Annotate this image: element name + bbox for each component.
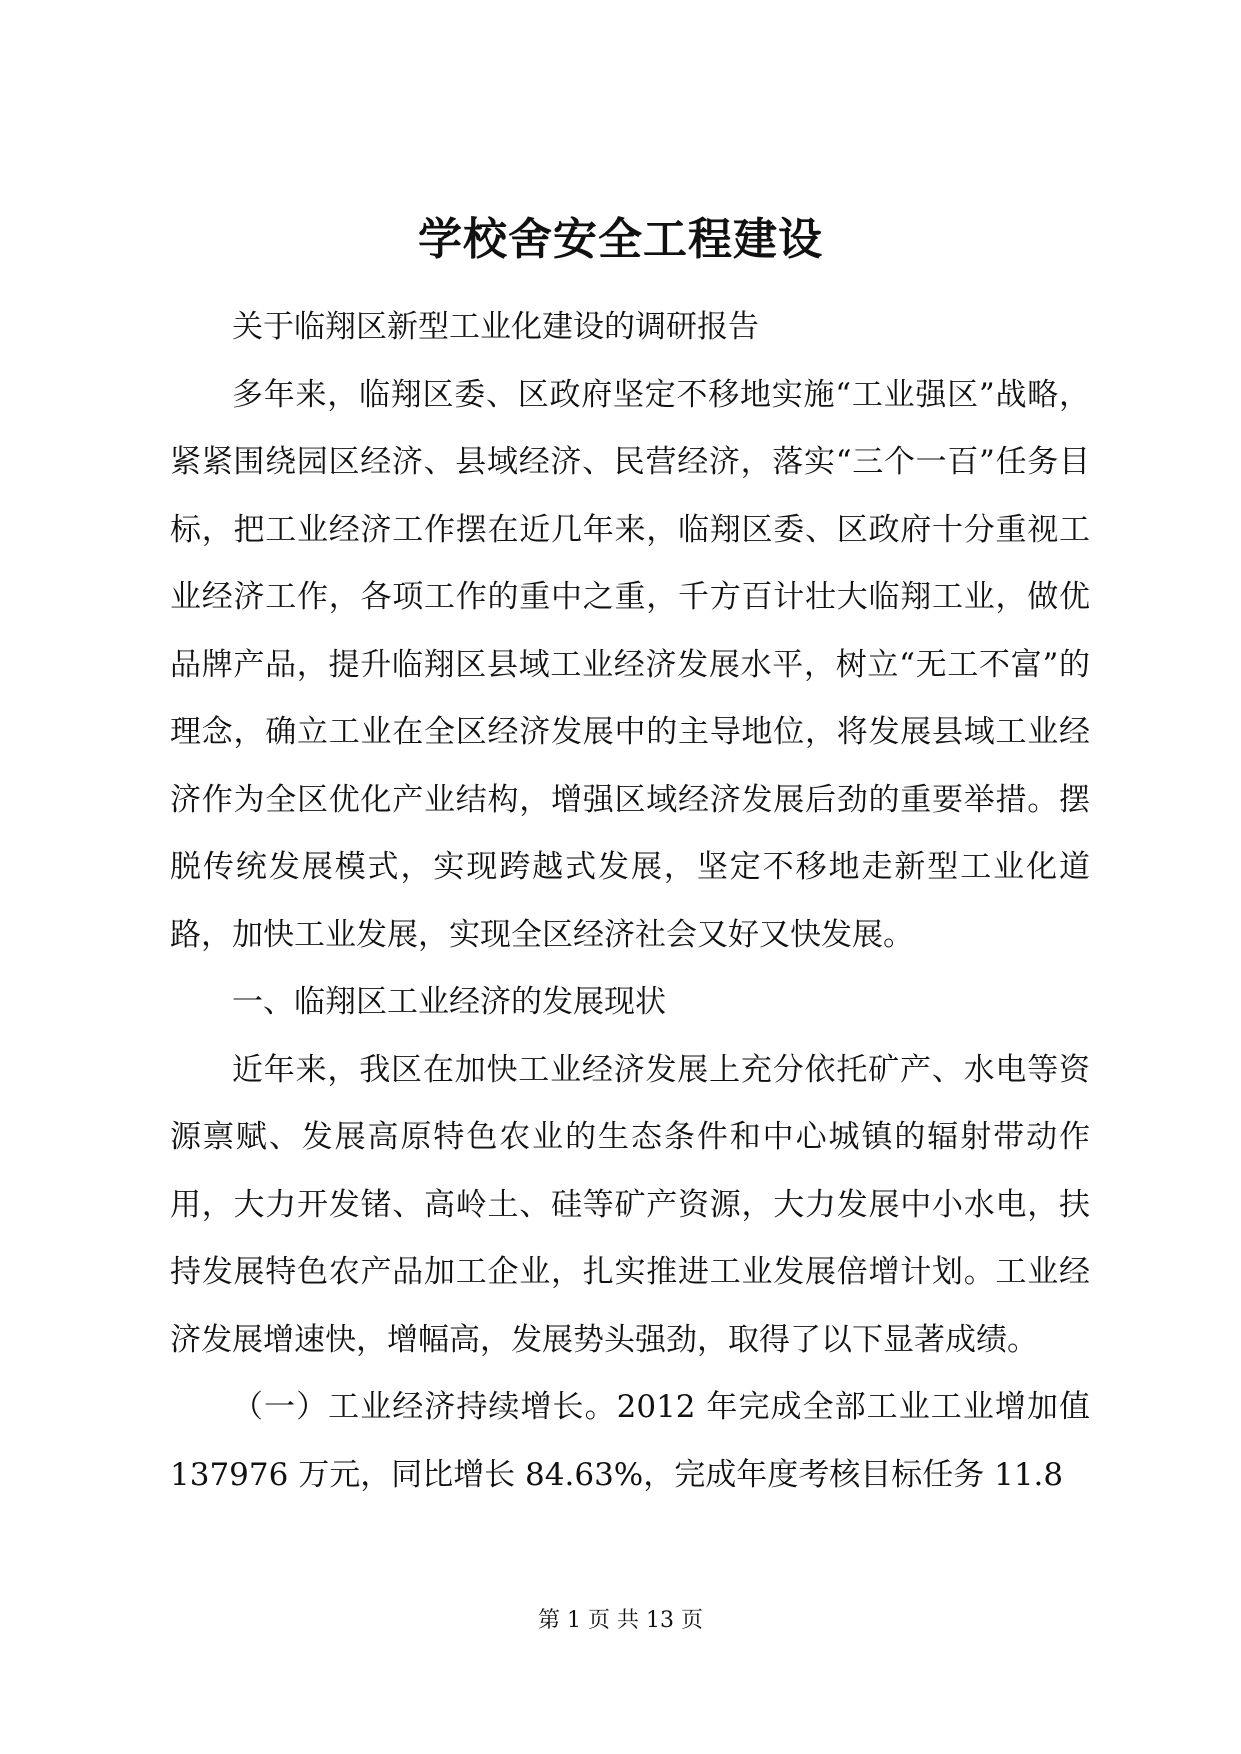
document-body bbox=[170, 294, 1090, 1509]
document-title: 学校舍安全工程建设 bbox=[418, 214, 823, 265]
development-paragraph: 近年来，我区在加快工业经济发展上充分依托矿产、水电等资源禀赋、发展高原特色农业的生态条件和中心城镇的辐射带动作用，大力开发锗、高岭土、硅等矿产资源，大力发展中小水电，扶持发展特色农产品加工企业，扎实推进工业发展倍增计划。工业经济发展增速快，增幅高，发展势头强劲，取得了以下显著成绩。 bbox=[170, 1051, 1090, 1358]
section-heading-paragraph: 一、临翔区工业经济的发展现状 bbox=[232, 984, 666, 1020]
intro-paragraph: 多年来，临翔区委、区政府坚定不移地实施“工业强区”战略，紧紧围绕园区经济、县域经济、民营经济，落实“三个一百”任务目标，把工业经济工作摆在近几年来，临翔区委、区政府十分重视工业经济工作，各项工作的重中之重，千方百计壮大临翔工业，做优品牌产品，提升临翔区县域工业经济发展水平，树立“无工不富”的理念，确立工业在全区经济发展中的主导地位，将发展县域工业经济作为全区优化产业结构，增强区域经济发展后劲的重要举措。摆脱传统发展模式，实现跨越式发展，坚定不移地走新型工业化道路，加快工业发展，实现全区经济社会又好又快发展。 bbox=[170, 376, 1090, 953]
growth-paragraph: （一）工业经济持续增长。2012 年完成全部工业工业增加值 137976 万元，同比增长 84.63%，完成年度考核目标任务 11.8 bbox=[170, 1389, 1090, 1493]
page-footer: 第 1 页 共 13 页 bbox=[538, 1608, 703, 1633]
report-subtitle-paragraph: 关于临翔区新型工业化建设的调研报告 bbox=[232, 309, 759, 345]
